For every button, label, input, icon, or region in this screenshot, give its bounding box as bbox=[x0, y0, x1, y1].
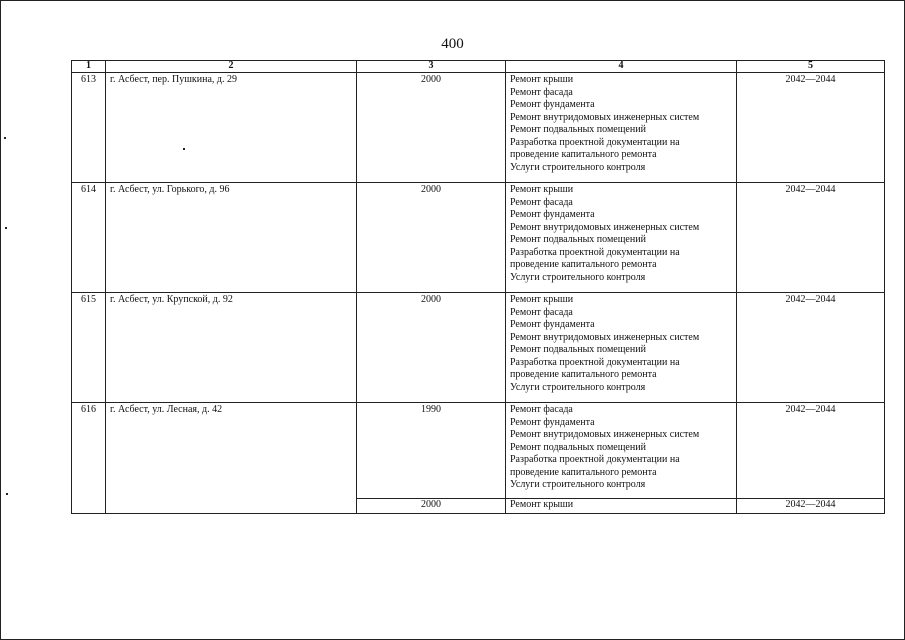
table-header-row bbox=[72, 61, 885, 73]
work-item: Услуги строительного контроля bbox=[510, 479, 646, 490]
row-number-cell: 614 bbox=[72, 183, 106, 293]
table-body bbox=[72, 73, 885, 514]
work-item: Ремонт подвальных помещений bbox=[510, 124, 646, 135]
work-item: Ремонт внутридомовых инженерных систем bbox=[510, 429, 700, 440]
work-item: проведение капитального ремонта bbox=[510, 369, 657, 380]
work-item: Ремонт фундамента bbox=[510, 416, 595, 428]
table-row bbox=[72, 73, 885, 183]
column-header: 5 bbox=[737, 61, 885, 73]
column-header: 1 bbox=[72, 61, 106, 73]
work-item: проведение капитального ремонта bbox=[510, 466, 657, 478]
period-cell: 2042—2044 bbox=[737, 499, 885, 514]
scan-speck bbox=[6, 493, 8, 495]
page-number: 400 bbox=[441, 36, 464, 52]
work-item: Ремонт фундамента bbox=[510, 99, 595, 110]
work-item: Разработка проектной документации на bbox=[510, 136, 680, 148]
period-cell: 2042—2044 bbox=[737, 293, 885, 403]
work-item: Разработка проектной документации на bbox=[510, 356, 680, 368]
row-number-cell: 613 bbox=[72, 73, 106, 183]
year-cell: 2000 bbox=[357, 499, 506, 514]
work-item: Разработка проектной документации на bbox=[510, 246, 680, 258]
year-cell: 1990 bbox=[357, 403, 506, 499]
work-item: Ремонт фасада bbox=[510, 196, 573, 208]
work-item: Услуги строительного контроля bbox=[510, 271, 646, 283]
works-cell bbox=[506, 499, 737, 514]
address-cell: г. Асбест, ул. Лесная, д. 42 bbox=[106, 403, 357, 514]
year-cell: 2000 bbox=[357, 293, 506, 403]
work-item: Ремонт внутридомовых инженерных систем bbox=[510, 331, 700, 343]
address-cell: г. Асбест, ул. Крупской, д. 92 bbox=[106, 293, 357, 403]
work-item: Ремонт фасада bbox=[510, 306, 573, 318]
works-cell bbox=[506, 73, 737, 183]
column-header: 3 bbox=[357, 61, 506, 73]
work-item: Услуги строительного контроля bbox=[510, 381, 646, 393]
year-cell: 2000 bbox=[357, 183, 506, 293]
repair-schedule-table bbox=[71, 60, 885, 514]
work-item: Ремонт крыши bbox=[510, 499, 574, 510]
work-item: Ремонт фасада bbox=[510, 404, 573, 415]
period-cell: 2042—2044 bbox=[737, 73, 885, 183]
works-cell bbox=[506, 183, 737, 293]
work-item: Разработка проектной документации на bbox=[510, 454, 680, 465]
table-row bbox=[72, 293, 885, 403]
table-row bbox=[72, 403, 885, 499]
address-cell: г. Асбест, ул. Горького, д. 96 bbox=[106, 183, 357, 293]
work-item: Ремонт внутридомовых инженерных систем bbox=[510, 221, 700, 233]
column-header: 2 bbox=[106, 61, 357, 73]
work-item: Ремонт фасада bbox=[510, 86, 573, 98]
work-item: Ремонт крыши bbox=[510, 74, 574, 85]
address-cell: г. Асбест, пер. Пушкина, д. 29 bbox=[106, 73, 357, 183]
work-item: Ремонт подвальных помещений bbox=[510, 234, 646, 245]
works-cell bbox=[506, 293, 737, 403]
table-row bbox=[72, 183, 885, 293]
work-item: Ремонт крыши bbox=[510, 184, 574, 195]
year-cell: 2000 bbox=[357, 73, 506, 183]
row-number-cell: 616 bbox=[72, 403, 106, 514]
period-cell: 2042—2044 bbox=[737, 183, 885, 293]
scan-speck bbox=[5, 227, 7, 229]
work-item: Ремонт подвальных помещений bbox=[510, 441, 646, 453]
work-item: Ремонт внутридомовых инженерных систем bbox=[510, 111, 700, 123]
works-cell bbox=[506, 403, 737, 499]
work-item: Услуги строительного контроля bbox=[510, 161, 646, 173]
scan-speck bbox=[4, 137, 6, 139]
work-item: Ремонт фундамента bbox=[510, 319, 595, 330]
row-number-cell: 615 bbox=[72, 293, 106, 403]
work-item: Ремонт крыши bbox=[510, 294, 574, 305]
work-item: проведение капитального ремонта bbox=[510, 259, 657, 270]
work-item: Ремонт фундамента bbox=[510, 209, 595, 220]
column-header: 4 bbox=[506, 61, 737, 73]
work-item: Ремонт подвальных помещений bbox=[510, 344, 646, 355]
period-cell: 2042—2044 bbox=[737, 403, 885, 499]
work-item: проведение капитального ремонта bbox=[510, 149, 657, 160]
